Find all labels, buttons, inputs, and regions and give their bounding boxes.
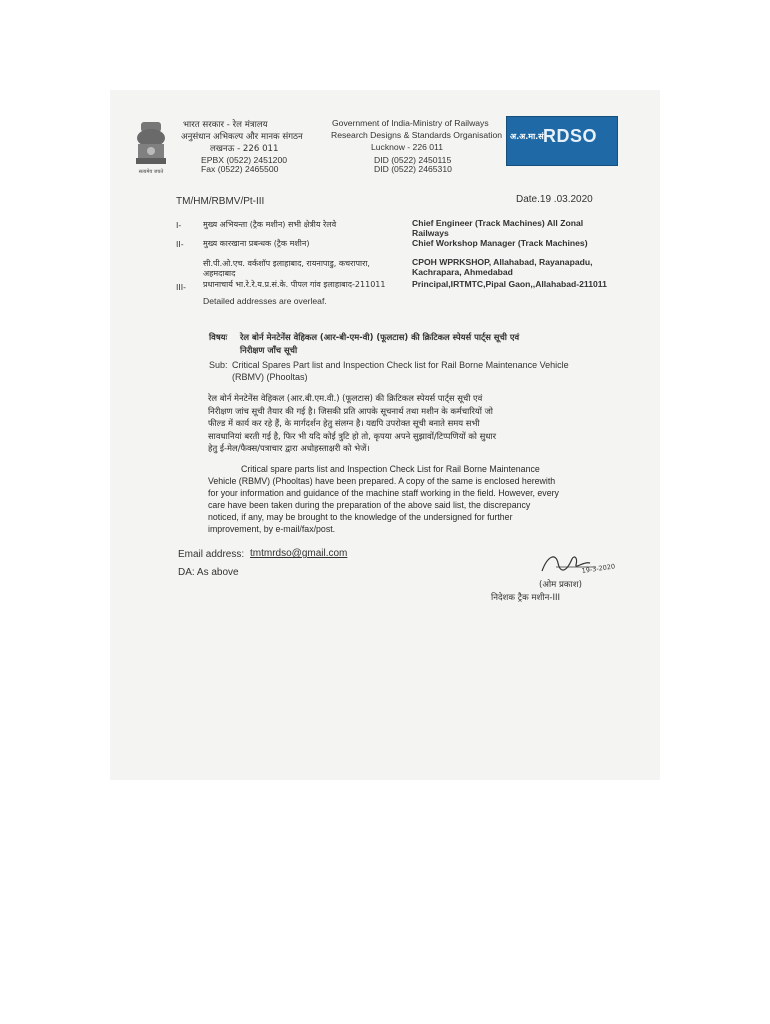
hindi-body-line: हेतु ई-मेल/फैक्स/पत्राचार द्वारा अधोहस्ताक्षरी को भेजें। <box>208 443 370 453</box>
addressee-english-1-line-1: Chief Engineer (Track Machines) All Zonal <box>412 218 584 228</box>
hindi-body-line: रेल बोर्न मेनटेनेंस वेहिकल (आर.बी.एम.वी.) (फूलटास) की क्रिटिकल स्पेयर्स पार्ट्स सूची एवं <box>208 393 483 403</box>
subject-hindi-line-1: रेल बोर्न मेनटेनेंस वेहिकल (आर-बी-एम-वी) (फूलटास) की क्रिटिकल स्पेयर्स पार्ट्स सूची एवं <box>240 332 520 342</box>
header-hindi-line-1: भारत सरकार - रेल मंत्रालय <box>183 120 268 130</box>
addressee-english-3-line-2: Kachrapara, Ahmedabad <box>412 267 513 277</box>
subject-hindi-line-2: निरीक्षण जाँच सूची <box>240 345 298 355</box>
detailed-address-note: Detailed addresses are overleaf. <box>203 296 327 306</box>
header-hindi-line-3: लखनऊ - 226 011 <box>210 144 279 154</box>
subject-hindi-label: विषयः <box>209 332 228 342</box>
email-label: Email address: <box>178 549 245 560</box>
english-body-line: noticed, if any, may be brought to the knowledge of the undersigned for further <box>208 512 513 522</box>
addressee-hindi-4: प्रधानाचार्य भा.रे.रे.य.प्र.सं.के. पीपल गांव इलाहाबाद-211011 <box>203 280 386 289</box>
header-english-line-1: Government of India-Ministry of Railways <box>332 118 489 128</box>
english-body-line: Critical spare parts list and Inspection Check List for Rail Borne Maintenance <box>241 464 540 474</box>
enclosure-note: DA: As above <box>178 567 239 578</box>
header-fax: Fax (0522) 2465500 <box>201 164 279 174</box>
english-body-line: improvement, by e-mail/fax/post. <box>208 524 336 534</box>
signature-date: 19-3-2020 <box>581 562 616 575</box>
signatory-name: (ओम प्रकाश) <box>539 580 582 590</box>
addressee-hindi-2: मुख्य कारखाना प्रबन्धक (ट्रैक मशीन) <box>203 239 310 248</box>
header-did-2: DID (0522) 2465310 <box>374 164 452 174</box>
national-emblem-icon <box>128 118 174 176</box>
hindi-body-line: फील्ड में कार्य कर रहे हैं, के मार्गदर्शन हेतु संलग्न है। यद्यपि उपरोक्त सूची बनाते समय सभी <box>208 418 480 428</box>
english-body-paragraph <box>208 463 559 535</box>
subject-english-line-1: Critical Spares Part list and Inspection Check list for Rail Borne Maintenance Vehicle <box>232 360 569 370</box>
emblem-caption: सत्यमेव जयते <box>138 169 164 175</box>
addressee-hindi-1: मुख्य अभियन्ता (ट्रैक मशीन) सभी क्षेत्रीय रेलवे <box>203 220 337 229</box>
logo-text: RDSO <box>543 126 598 146</box>
english-body-line: care have been taken during the preparation of the above said list, the discrepancy <box>208 500 531 510</box>
addressee-english-4: Principal,IRTMTC,Pipal Gaon,,Allahabad-211011 <box>412 279 607 289</box>
logo-hindi-text: अ.अ.मा.सं. <box>510 132 547 141</box>
addressee-marker-2: II- <box>176 239 184 249</box>
reference-number: TM/HM/RBMV/Pt-III <box>176 196 265 207</box>
header-epbx: EPBX (0522) 2451200 <box>201 155 288 165</box>
subject-english-label: Sub: <box>209 360 228 370</box>
addressee-hindi-3: सी.पी.ओ.एच. वर्कशॉप इलाहाबाद, रायनापाडु, कचरापारा, <box>203 259 370 268</box>
hindi-body-line: सावधानियां बरती गई है, फिर भी यदि कोई त्रुटि हो तो, कृपया अपने सुझावों/टिप्पणियों को सुधार <box>208 430 497 441</box>
addressee-hindi-3-line-2: अहमदाबाद <box>203 269 236 278</box>
header-did-1: DID (0522) 2450115 <box>374 155 452 165</box>
handwritten-signature <box>536 549 626 579</box>
header-hindi-line-2: अनुसंधान अभिकल्प और मानक संगठन <box>181 132 303 142</box>
letter-date: Date.19 .03.2020 <box>516 194 593 205</box>
header-english-line-2: Research Designs & Standards Organisation <box>331 130 503 140</box>
addressee-english-2: Chief Workshop Manager (Track Machines) <box>412 238 588 248</box>
addressee-english-1-line-2: Railways <box>412 228 449 238</box>
english-body-line: for your information and guidance of the machine staff working in the field. However, every <box>208 488 559 498</box>
addressee-english-3-line-1: CPOH WPRKSHOP, Allahabad, Rayanapadu, <box>412 257 593 267</box>
rdso-logo <box>506 116 618 166</box>
email-link[interactable]: tmtmrdso@gmail.com <box>250 548 348 559</box>
addressee-marker-4: III- <box>176 282 187 292</box>
english-body-line: Vehicle (RBMV) (Phooltas) have been prepared. A copy of the same is enclosed herewith <box>208 476 556 486</box>
hindi-body-paragraph <box>208 392 496 455</box>
signatory-designation: निदेशक ट्रैक मशीन-III <box>491 593 561 603</box>
addressee-marker-1: I- <box>176 220 182 230</box>
hindi-body-line: निरीक्षण जांच सूची तैयार की गई है। जिसकी प्रति आपके सूचनार्थ तथा मशीन के कर्मचारियों जो <box>208 405 493 416</box>
header-english-line-3: Lucknow - 226 011 <box>371 142 443 152</box>
subject-english-line-2: (RBMV) (Phooltas) <box>232 372 308 382</box>
